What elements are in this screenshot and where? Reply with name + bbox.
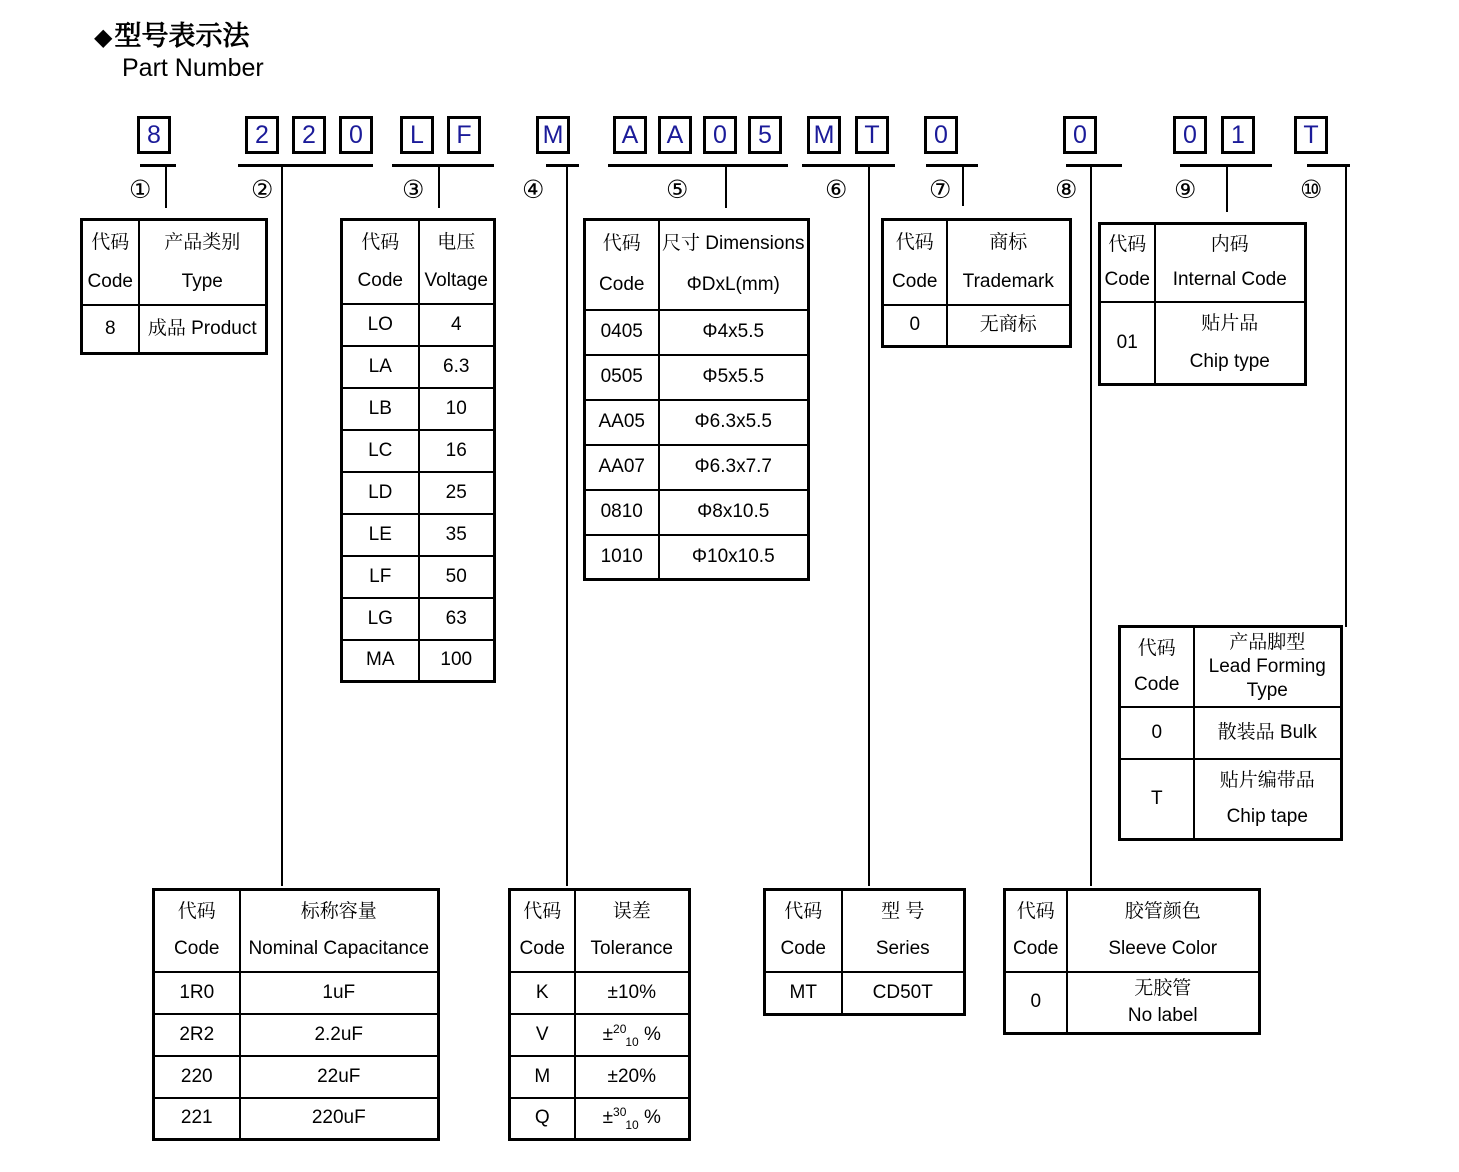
table-product-text: Code <box>87 270 133 292</box>
table-internal-text: 代码 <box>1108 234 1147 256</box>
table-dimensions-text: Φ4x5.5 <box>702 321 765 343</box>
table-voltage-text: 25 <box>445 481 467 503</box>
table-series-text: Series <box>875 938 930 960</box>
table-dimensions-header-row <box>585 220 809 310</box>
table-voltage-cell <box>419 388 495 430</box>
table-voltage <box>340 218 496 683</box>
table-trademark-text: Code <box>892 270 938 292</box>
table-product <box>80 218 268 355</box>
table-voltage-cell <box>342 472 419 514</box>
table-voltage-cell <box>342 346 419 388</box>
table-voltage-header-cell <box>419 220 495 304</box>
table-voltage-header-row <box>342 220 495 304</box>
table-voltage-text: LF <box>369 565 392 587</box>
table-tolerance-text: M <box>534 1065 551 1087</box>
table-dimensions-cell <box>585 400 659 445</box>
table-dimensions-cell <box>659 490 809 535</box>
part-number-box: T <box>1294 116 1328 154</box>
group-index-number: ⑥ <box>825 176 848 204</box>
table-capacitance-cell <box>240 972 439 1014</box>
table-sleeve-text: Sleeve Color <box>1108 938 1218 960</box>
table-tolerance-text: V <box>535 1023 549 1045</box>
group-index-number: ⑩ <box>1300 176 1323 204</box>
table-lead-row <box>1120 759 1342 840</box>
connector-line <box>566 166 568 886</box>
table-series-text: 代码 <box>784 901 823 923</box>
table-product-header-cell <box>82 220 139 305</box>
part-number-box: 0 <box>703 116 737 154</box>
table-dimensions-cell <box>585 355 659 400</box>
table-tolerance-text: ±$^{30}_{10}$ % <box>602 1105 661 1133</box>
table-dimensions-row <box>585 445 809 490</box>
table-internal-header-row <box>1100 224 1306 302</box>
part-number-box: 2 <box>245 116 279 154</box>
table-lead-text: T <box>1150 787 1163 809</box>
table-voltage-cell <box>419 430 495 472</box>
table-dimensions-cell <box>585 310 659 355</box>
table-dimensions-text: AA05 <box>598 411 645 433</box>
connector-line <box>725 166 727 208</box>
table-internal <box>1098 222 1307 386</box>
table-voltage-text: 代码 <box>361 231 400 253</box>
table-voltage-row <box>342 388 495 430</box>
table-product-text: Type <box>181 270 223 292</box>
part-number-box: 5 <box>748 116 782 154</box>
table-voltage-cell <box>342 430 419 472</box>
table-dimensions-cell <box>659 355 809 400</box>
table-internal-text: Internal Code <box>1172 269 1287 291</box>
table-tolerance-cell <box>575 1014 690 1056</box>
table-capacitance-text: 220 <box>180 1065 213 1087</box>
group-underline <box>608 164 788 167</box>
table-tolerance-text: ±10% <box>607 981 656 1003</box>
table-product-header-cell <box>139 220 267 305</box>
table-voltage-text: LC <box>368 439 393 461</box>
table-voltage-row <box>342 346 495 388</box>
table-voltage-text: LE <box>368 523 392 545</box>
part-number-box: 8 <box>137 116 171 154</box>
table-capacitance-cell <box>240 1098 439 1140</box>
table-internal-text: Chip type <box>1189 350 1270 372</box>
table-dimensions-cell <box>585 535 659 580</box>
table-tolerance-cell <box>510 1014 575 1056</box>
table-lead-row <box>1120 707 1342 759</box>
part-number-box: T <box>855 116 889 154</box>
table-series-text: 型 号 <box>881 901 925 923</box>
table-voltage-text: MA <box>366 649 395 671</box>
table-voltage-row <box>342 472 495 514</box>
table-dimensions-text: Φ8x10.5 <box>697 501 770 523</box>
table-voltage-cell <box>419 556 495 598</box>
page-title-zh <box>94 14 249 53</box>
table-voltage-text: 35 <box>445 523 467 545</box>
table-product-text: 产品类别 <box>164 232 241 254</box>
table-trademark-text: 0 <box>909 314 921 336</box>
table-dimensions-text: 0505 <box>600 366 643 388</box>
connector-line <box>438 166 440 208</box>
table-series-header-cell <box>765 890 842 972</box>
table-voltage-text: 16 <box>445 439 467 461</box>
table-voltage-text: Code <box>357 269 403 291</box>
table-tolerance <box>508 888 691 1141</box>
table-tolerance-row <box>510 972 690 1014</box>
part-number-box: 0 <box>924 116 958 154</box>
table-dimensions-row <box>585 310 809 355</box>
group-underline <box>392 164 494 167</box>
part-number-box: A <box>613 116 647 154</box>
table-capacitance-text: 2.2uF <box>314 1023 364 1045</box>
table-product-text: 8 <box>104 317 116 339</box>
diamond-bullet-icon: ◆ <box>94 24 113 51</box>
table-series-cell <box>765 972 842 1015</box>
table-capacitance-text: Code <box>174 938 220 960</box>
part-number-box: 0 <box>339 116 373 154</box>
table-tolerance-row <box>510 1056 690 1098</box>
table-voltage-row <box>342 304 495 346</box>
group-index-number: ⑨ <box>1174 176 1197 204</box>
group-index-number: ⑧ <box>1055 176 1078 204</box>
table-capacitance-cell <box>154 972 240 1014</box>
table-voltage-header-cell <box>342 220 419 304</box>
table-dimensions-row <box>585 400 809 445</box>
table-series-header-cell <box>842 890 965 972</box>
table-dimensions-text: 0405 <box>600 321 643 343</box>
table-voltage-cell <box>342 640 419 682</box>
group-underline <box>238 164 373 167</box>
table-lead-cell <box>1194 707 1342 759</box>
table-voltage-text: 4 <box>450 313 462 335</box>
page-title-zh-text: 型号表示法 <box>114 21 250 51</box>
table-sleeve-cell <box>1005 972 1067 1034</box>
table-sleeve-header-row <box>1005 890 1260 972</box>
group-index-number: ④ <box>522 176 545 204</box>
table-sleeve-header-cell <box>1005 890 1067 972</box>
table-capacitance-text: 22uF <box>317 1065 361 1087</box>
part-number-box: 0 <box>1063 116 1097 154</box>
connector-line <box>281 166 283 886</box>
table-voltage-text: 63 <box>445 607 467 629</box>
table-product-header-row <box>82 220 267 305</box>
connector-line <box>1226 166 1228 212</box>
part-number-box: 2 <box>292 116 326 154</box>
table-dimensions-text: AA07 <box>598 456 645 478</box>
table-sleeve-text: 胶管颜色 <box>1124 901 1201 923</box>
table-dimensions-header-cell <box>585 220 659 310</box>
table-capacitance <box>152 888 440 1141</box>
table-dimensions-text: Code <box>599 274 645 296</box>
connector-line <box>868 166 870 886</box>
table-lead-header-cell <box>1194 627 1342 707</box>
table-voltage-cell <box>419 304 495 346</box>
table-sleeve-header-cell <box>1067 890 1260 972</box>
table-tolerance-cell <box>575 1056 690 1098</box>
table-voltage-text: LD <box>368 481 393 503</box>
table-tolerance-cell <box>575 1098 690 1140</box>
table-capacitance-cell <box>240 1056 439 1098</box>
table-trademark-row <box>883 305 1071 347</box>
table-voltage-cell <box>342 598 419 640</box>
part-number-box: A <box>658 116 692 154</box>
table-voltage-cell <box>342 304 419 346</box>
table-trademark-header-cell <box>883 220 947 305</box>
group-index-number: ⑦ <box>929 176 952 204</box>
table-trademark-header-row <box>883 220 1071 305</box>
table-series-row <box>765 972 965 1015</box>
table-series-text: MT <box>789 981 817 1003</box>
table-trademark-text: 无商标 <box>979 314 1037 336</box>
table-product-row <box>82 305 267 354</box>
table-capacitance-row <box>154 1056 439 1098</box>
table-lead-text: 贴片编带品 <box>1219 769 1315 791</box>
group-underline <box>1066 164 1122 167</box>
table-internal-header-cell <box>1100 224 1155 302</box>
table-dimensions-text: Φ10x10.5 <box>691 545 775 567</box>
table-lead-cell <box>1120 759 1194 840</box>
table-lead-text: Type <box>1246 679 1288 701</box>
table-voltage-text: 6.3 <box>443 355 470 377</box>
page-title-en: Part Number <box>122 54 264 82</box>
table-internal-cell <box>1100 302 1155 385</box>
group-index-number: ① <box>129 176 152 204</box>
table-dimensions-text: 0810 <box>600 501 643 523</box>
table-capacitance-text: 2R2 <box>179 1023 215 1045</box>
part-number-box: F <box>447 116 481 154</box>
table-trademark-cell <box>883 305 947 347</box>
table-tolerance-header-row <box>510 890 690 972</box>
table-dimensions-row <box>585 355 809 400</box>
table-product-text: 代码 <box>91 232 130 254</box>
table-voltage-row <box>342 640 495 682</box>
table-lead-text: Chip tape <box>1226 806 1308 828</box>
table-dimensions-cell <box>659 400 809 445</box>
table-voltage-text: 50 <box>445 565 467 587</box>
table-tolerance-text: 代码 <box>523 901 562 923</box>
table-capacitance-cell <box>240 1014 439 1056</box>
table-dimensions-cell <box>585 490 659 535</box>
table-voltage-row <box>342 556 495 598</box>
table-sleeve-text: 无胶管 <box>1134 977 1192 999</box>
table-voltage-row <box>342 598 495 640</box>
table-lead-header-row <box>1120 627 1342 707</box>
part-number-box: M <box>807 116 841 154</box>
table-capacitance-row <box>154 1014 439 1056</box>
table-dimensions-cell <box>659 535 809 580</box>
table-series-text: CD50T <box>872 981 933 1003</box>
table-sleeve-row <box>1005 972 1260 1034</box>
table-capacitance-header-row <box>154 890 439 972</box>
table-lead-text: Lead Forming <box>1208 655 1326 677</box>
group-index-number: ② <box>251 176 274 204</box>
table-sleeve-text: No label <box>1127 1004 1198 1026</box>
table-capacitance-cell <box>154 1056 240 1098</box>
table-sleeve-text: Code <box>1013 938 1059 960</box>
table-dimensions-text: Φ6.3x7.7 <box>694 456 772 478</box>
table-lead <box>1118 625 1343 841</box>
table-voltage-row <box>342 514 495 556</box>
group-index-number: ③ <box>402 176 425 204</box>
table-lead-header-cell <box>1120 627 1194 707</box>
table-product-cell <box>139 305 267 354</box>
table-dimensions-text: 代码 <box>602 233 641 255</box>
table-trademark-header-cell <box>947 220 1071 305</box>
table-product-text: 成品 Product <box>147 317 257 339</box>
table-capacitance-cell <box>154 1014 240 1056</box>
table-internal-row <box>1100 302 1306 385</box>
table-dimensions-text: Φ5x5.5 <box>702 366 765 388</box>
table-voltage-cell <box>419 598 495 640</box>
table-voltage-text: 10 <box>445 397 467 419</box>
connector-line <box>1345 166 1347 627</box>
table-dimensions-text: ΦDxL(mm) <box>686 274 780 296</box>
table-tolerance-text: ±20% <box>607 1065 656 1087</box>
table-sleeve-text: 0 <box>1030 991 1042 1013</box>
table-capacitance-header-cell <box>240 890 439 972</box>
table-trademark-text: 商标 <box>989 232 1028 254</box>
table-tolerance-text: 误差 <box>612 901 651 923</box>
table-voltage-cell <box>419 640 495 682</box>
table-capacitance-text: 221 <box>180 1107 213 1129</box>
table-sleeve-cell <box>1067 972 1260 1034</box>
table-voltage-text: LB <box>368 397 392 419</box>
table-dimensions-cell <box>659 310 809 355</box>
part-number-box: 0 <box>1173 116 1207 154</box>
group-underline <box>1307 164 1350 167</box>
part-number-box: L <box>400 116 434 154</box>
table-internal-text: 01 <box>1116 331 1138 353</box>
table-trademark-cell <box>947 305 1071 347</box>
table-series-header-row <box>765 890 965 972</box>
table-capacitance-text: 1R0 <box>179 981 215 1003</box>
table-voltage-text: 100 <box>440 649 473 671</box>
table-series-text: Code <box>780 938 826 960</box>
table-dimensions-row <box>585 535 809 580</box>
table-capacitance-header-cell <box>154 890 240 972</box>
table-lead-text: Code <box>1134 673 1180 695</box>
table-voltage-cell <box>342 556 419 598</box>
table-dimensions <box>583 218 810 581</box>
table-voltage-text: LO <box>367 313 393 335</box>
table-tolerance-row <box>510 1014 690 1056</box>
group-underline <box>140 164 176 167</box>
table-voltage-text: Voltage <box>424 269 488 291</box>
table-dimensions-header-cell <box>659 220 809 310</box>
table-internal-text: Code <box>1104 269 1150 291</box>
table-capacitance-row <box>154 972 439 1014</box>
table-tolerance-row <box>510 1098 690 1140</box>
table-capacitance-text: 220uF <box>311 1107 366 1129</box>
table-trademark-text: Trademark <box>962 270 1054 292</box>
table-sleeve-text: 代码 <box>1016 901 1055 923</box>
table-dimensions-cell <box>585 445 659 490</box>
table-capacitance-text: 代码 <box>177 901 216 923</box>
table-voltage-cell <box>342 388 419 430</box>
table-capacitance-text: 1uF <box>322 981 356 1003</box>
table-capacitance-cell <box>154 1098 240 1140</box>
table-trademark-text: 代码 <box>895 232 934 254</box>
table-internal-text: 内码 <box>1210 234 1249 256</box>
table-tolerance-text: K <box>535 981 549 1003</box>
table-tolerance-text: ±$^{20}_{10}$ % <box>602 1021 661 1049</box>
table-product-cell <box>82 305 139 354</box>
table-sleeve <box>1003 888 1261 1035</box>
table-capacitance-text: 标称容量 <box>300 901 377 923</box>
table-voltage-text: LG <box>367 607 393 629</box>
connector-line <box>1090 166 1092 886</box>
table-voltage-cell <box>419 346 495 388</box>
table-tolerance-text: Code <box>519 938 565 960</box>
table-lead-text: 代码 <box>1137 637 1176 659</box>
table-tolerance-cell <box>510 1098 575 1140</box>
part-number-box: 1 <box>1221 116 1255 154</box>
table-tolerance-text: Tolerance <box>590 938 673 960</box>
table-tolerance-header-cell <box>575 890 690 972</box>
table-tolerance-cell <box>575 972 690 1014</box>
table-voltage-cell <box>342 514 419 556</box>
table-tolerance-text: Q <box>534 1107 550 1129</box>
table-voltage-cell <box>419 472 495 514</box>
part-number-box: M <box>536 116 570 154</box>
table-internal-cell <box>1155 302 1306 385</box>
table-capacitance-row <box>154 1098 439 1140</box>
table-tolerance-cell <box>510 1056 575 1098</box>
table-tolerance-cell <box>510 972 575 1014</box>
table-lead-text: 散装品 Bulk <box>1217 721 1317 743</box>
table-voltage-text: 电压 <box>437 231 476 253</box>
group-index-number: ⑤ <box>666 176 689 204</box>
table-series-cell <box>842 972 965 1015</box>
table-lead-text: 0 <box>1151 721 1163 743</box>
group-underline <box>802 164 895 167</box>
table-lead-text: 产品脚型 <box>1229 631 1306 653</box>
table-lead-cell <box>1194 759 1342 840</box>
connector-line <box>962 166 964 206</box>
table-capacitance-text: Nominal Capacitance <box>248 938 430 960</box>
table-voltage-cell <box>419 514 495 556</box>
table-voltage-row <box>342 430 495 472</box>
table-voltage-text: LA <box>368 355 392 377</box>
table-dimensions-text: 尺寸 Dimensions <box>661 233 805 255</box>
table-dimensions-text: 1010 <box>600 545 643 567</box>
table-dimensions-text: Φ6.3x5.5 <box>694 411 772 433</box>
group-underline <box>546 164 579 167</box>
table-tolerance-header-cell <box>510 890 575 972</box>
table-series <box>763 888 966 1016</box>
table-dimensions-cell <box>659 445 809 490</box>
table-lead-cell <box>1120 707 1194 759</box>
table-internal-header-cell <box>1155 224 1306 302</box>
connector-line <box>165 166 167 208</box>
table-trademark <box>881 218 1072 348</box>
table-internal-text: 贴片品 <box>1201 313 1259 335</box>
group-underline <box>926 164 978 167</box>
table-dimensions-row <box>585 490 809 535</box>
